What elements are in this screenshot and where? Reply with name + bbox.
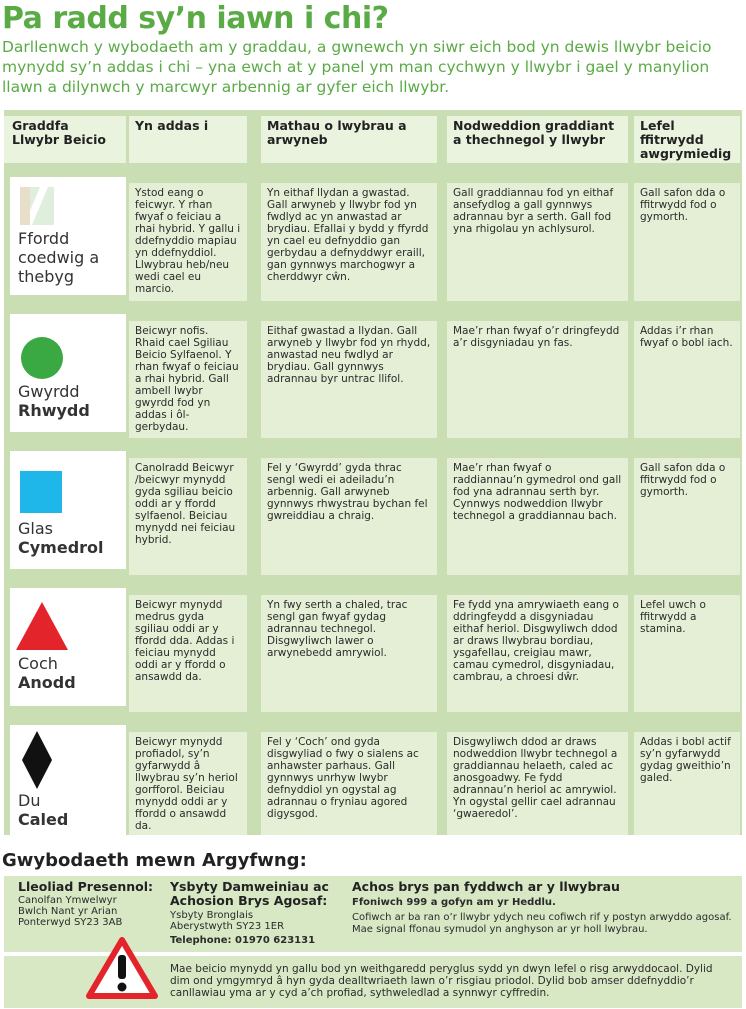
type-red: Yn fwy serth a chaled, trac sengl gan fwyaf gydag adrannau technegol. Disgwyliwch lawer o arwynebedd amrywiol. [261, 595, 437, 712]
page-title: Pa radd sy’n iawn i chi? [2, 1, 389, 36]
colour-word-blue: Glas [18, 519, 53, 538]
location-heading: Lleoliad Presennol: [18, 879, 154, 894]
location-line-3: Ponterwyd SY23 3AB [18, 917, 123, 928]
hospital-phone: Telephone: 01970 623131 [170, 935, 316, 946]
fitness-green: Addas i’r rhan fwyaf o bobl iach. [634, 321, 740, 438]
suitable-forest: Ystod eang o feicwyr. Y rhan fwyaf o feiciau a rhai hybrid. Y gallu i ddefnyddio mapiau yn ddefnyddiol. Llwybrau heb/neu wedi cael eu marcio. [129, 183, 247, 301]
grade-cell-green [10, 314, 126, 432]
grade-label-blue [18, 519, 104, 557]
technical-black: Disgwyliwch ddod ar draws nodweddion llwybr technegol a graddiannau helaeth, caled ac anosgoadwy. Fe fydd adrannau’n heriol ac amrywiol. Yn ogystal gellir cael adrannau ‘gwaeredol’. [447, 732, 628, 835]
colour-word-green: Gwyrdd [18, 382, 80, 401]
grade-cell-red [10, 588, 126, 706]
forest-road-icon [20, 187, 54, 225]
fitness-forest: Gall safon dda o ffitrwydd fod o gymorth. [634, 183, 740, 301]
type-black: Fel y ‘Coch’ ond gyda disgwyliad o fwy o sialens ac anhawster parhaus. Gall gynnwys unrhyw lwybr defnyddiol yn ogystal ag adrannau o fryniau agored digysgod. [261, 732, 437, 835]
fitness-red: Lefel uwch o ffitrwydd a stamina. [634, 595, 740, 712]
grade-word-black: Caled [18, 810, 69, 829]
red-triangle-icon [16, 602, 68, 650]
grade-cell-black [10, 725, 126, 835]
grade-label-green [18, 382, 90, 420]
grade-word-blue: Cymedrol [18, 538, 104, 557]
location-line-2: Bwlch Nant yr Arian [18, 906, 118, 917]
grade-cell-forest [10, 177, 126, 295]
header-suitable: Yn addas i [129, 116, 247, 163]
colour-word-red: Coch [18, 654, 58, 673]
suitable-blue: Canolradd Beicwyr /beicwyr mynydd gyda sgiliau beicio oddi ar y ffordd sylfaenol. Beiciau mynydd nei feiciau hybrid. [129, 458, 247, 575]
grade-label-forest: Ffordd coedwig a thebyg [18, 229, 100, 286]
hospital-line-1: Ysbyty Bronglais [170, 910, 254, 921]
header-type: Mathau o lwybrau a arwyneb [261, 116, 437, 163]
colour-word-black: Du [18, 791, 41, 810]
grade-cell-blue [10, 451, 126, 569]
grade-word-green: Rhwydd [18, 401, 90, 420]
technical-forest: Gall graddiannau fod yn eithaf ansefydlog a gall gynnwys adrannau byr a serth. Gall fod yna rhigolau yn achlysurol. [447, 183, 628, 301]
hospital-heading: Ysbyty Damweiniau ac Achosion Brys Agosaf: [170, 879, 329, 908]
urgent-heading: Achos brys pan fyddwch ar y llwybrau [352, 879, 620, 894]
type-green: Eithaf gwastad a llydan. Gall arwyneb y llwybr fod yn rhydd, anwastad neu fwdlyd ar brydiau. Gall gynnwys adrannau byr untrac llifol. [261, 321, 437, 438]
header-technical: Nodweddion graddiant a thechnegol y llwybr [447, 116, 628, 163]
grade-word-red: Anodd [18, 673, 76, 692]
grade-label-red [18, 654, 76, 692]
suitable-black: Beicwyr mynydd profiadol, sy’n gyfarwydd â llwybrau sy’n heriol gorfforol. Beiciau mynydd oddi ar y ffordd o ansawdd da. [129, 732, 247, 835]
type-forest: Yn eithaf llydan a gwastad. Gall arwyneb y llwybr fod yn fwdlyd ac yn anwastad ar brydiau. Efallai y bydd y ffyrdd yn cael eu defnyddio gan gerbydau a defnyddwyr eraill, gan gynnwys marchogwyr a cherddwyr cŵn. [261, 183, 437, 301]
technical-red: Fe fydd yna amrywiaeth eang o ddringfeydd a disgyniadau eithaf heriol. Disgwyliwch ddod ar draws llwybrau bordiau, ysgafellau, creigiau mawr, camau cymedrol, disgyniadau, cambrau, a chroesi dŵr. [447, 595, 628, 712]
technical-blue: Mae’r rhan fwyaf o raddiannau’n gymedrol ond gall fod yna adrannau serth byr. Cynnwys nodweddion llwybr technegol a graddiannau bach. [447, 458, 628, 575]
black-diamond-icon [22, 731, 52, 789]
header-fitness: Lefel ffitrwydd awgrymiedig [634, 116, 740, 163]
fitness-black: Addas i bobl actif sy’n gyfarwydd gydag gweithio’n galed. [634, 732, 740, 835]
intro-text: Darllenwch y wybodaeth am y graddau, a gwnewch yn siwr eich bod yn dewis llwybr beicio mynydd sy’n addas i chi – yna ewch at y panel ym man cychwyn y llwybr i gael y manylion llawn a dilynwch y marcwyr arbennig ar gyfer eich llwybr. [2, 38, 712, 96]
urgent-text: Cofiwch ar ba ran o’r llwybr ydych neu cofiwch rif y postyn arwyddo agosaf. Mae signal ffonau symudol yn anghyson ar yr holl lwybrau. [352, 912, 732, 935]
type-blue: Fel y ‘Gwyrdd’ gyda thrac sengl wedi ei adeiladu’n arbennig. Gall arwyneb gynnwys rhwystrau bychan fel gwreiddiau a chraig. [261, 458, 437, 575]
header-grade: Graddfa Llwybr Beicio [4, 116, 126, 163]
suitable-green: Beicwyr nofis. Rhaid cael Sgiliau Beicio Sylfaenol. Y rhan fwyaf o feiciau a rhai hybrid. Gall ambell lwybr gwyrdd fod yn addas i ôl-gerbydau. [129, 321, 247, 438]
warning-triangle-icon [86, 937, 158, 999]
grade-label-black [18, 791, 68, 829]
warning-text: Mae beicio mynydd yn gallu bod yn weithgaredd peryglus sydd yn dwyn lefel o risg arwyddocaol. Dylid dim ond ymgymryd â hyn gyda dealltwriaeth lawn o’r risgiau priodol. Dylid bob amser ddefnyddio’r canllawiau yma ar y cyd a’ch profiad, sythweledlad a synnwyr cyffredin. [170, 963, 713, 999]
fitness-blue: Gall safon dda o ffitrwydd fod o gymorth. [634, 458, 740, 575]
blue-square-icon [20, 471, 62, 513]
suitable-red: Beicwyr mynydd medrus gyda sgiliau oddi ar y ffordd dda. Addas i feiciau mynydd oddi ar y ffordd o ansawdd da. [129, 595, 247, 712]
emergency-title: Gwybodaeth mewn Argyfwng: [2, 850, 307, 871]
technical-green: Mae’r rhan fwyaf o’r dringfeydd a’r disgyniadau yn fas. [447, 321, 628, 438]
urgent-subheading: Ffoniwch 999 a gofyn am yr Heddlu. [352, 897, 556, 908]
location-line-1: Canolfan Ymwelwyr [18, 895, 117, 906]
hospital-line-2: Aberystwyth SY23 1ER [170, 921, 285, 932]
green-circle-icon [20, 336, 64, 380]
